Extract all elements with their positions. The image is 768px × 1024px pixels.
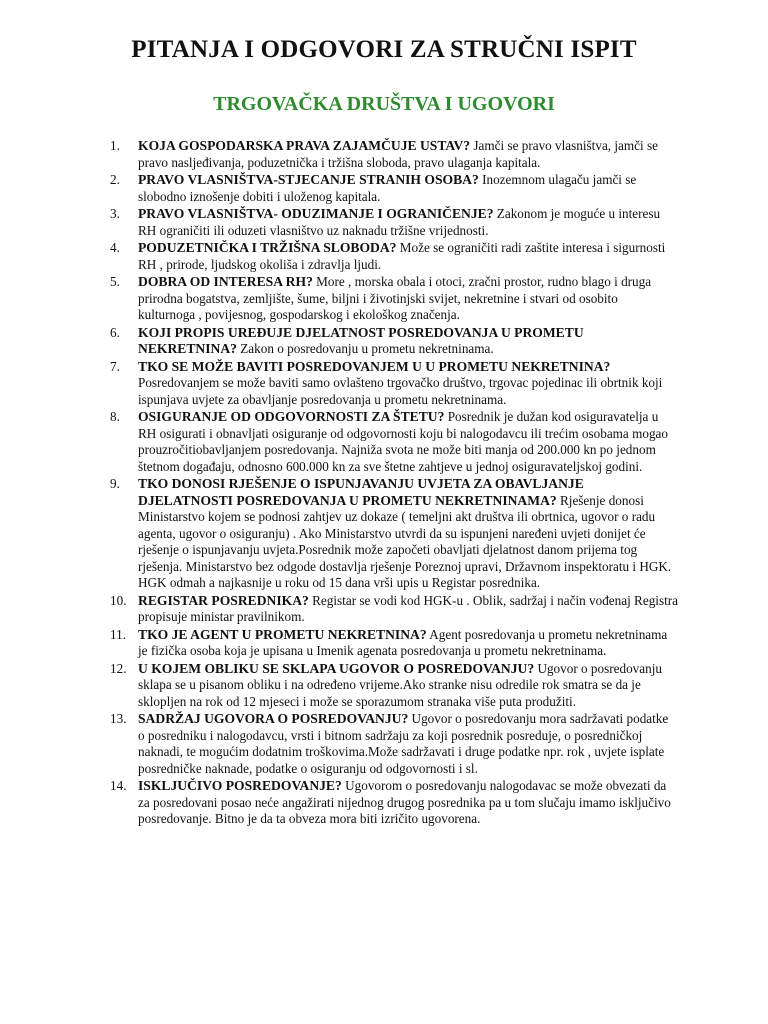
qa-number: 10. [110, 592, 127, 608]
qa-number: 6. [110, 324, 120, 340]
qa-item [110, 626, 678, 660]
qa-item [110, 240, 678, 273]
qa-answer: Ugovor o posredovanju mora sadržavati podatke o posredniku i nalogodavcu, vrsti i bitnom sadržaju za koji posrednik posreduje, o posredničkoj naknadi, te mogućim dodatnim troškovima.Može sadržavati i druge podatke npr. rok , uvjete isplate posredničke naknade, podatke o osiguranju od odgovornosti i sl. [138, 711, 669, 776]
qa-answer: Ugovorom o posredovanju nalogodavac se može obvezati da za posredovani posao neće angažirati nijednog drugog posrednika pa u tom slučaju imamo isključivo posredovanje. Bitno je da ta obveza mora biti izričito ugovorena. [138, 778, 671, 826]
qa-question: TKO JE AGENT U PROMETU NEKRETNINA? [138, 626, 427, 642]
qa-number: 7. [110, 358, 120, 374]
qa-number: 3. [110, 206, 120, 221]
qa-answer: Registar se vodi kod HGK-u . Oblik, sadržaj i način vođenaj Registra propisuje ministar pravilnikom. [138, 592, 679, 624]
qa-question: REGISTAR POSREDNIKA? [138, 592, 309, 608]
qa-item [110, 660, 678, 711]
qa-question: KOJI PROPIS UREĐUJE DJELATNOST POSREDOVANJA U PROMETU NEKRETNINA? [138, 324, 584, 356]
qa-question: PRAVO VLASNIŠTVA-STJECANJE STRANIH OSOBA? [138, 172, 479, 187]
qa-answer: Jamči se pravo vlasništva, jamči se pravo nasljeđivanja, poduzetnička i tržišna sloboda, pravo ulaganja kapitala. [138, 138, 658, 170]
qa-item [110, 206, 678, 239]
qa-number: 12. [110, 660, 127, 676]
qa-item [110, 172, 678, 205]
qa-number: 5. [110, 274, 120, 289]
qa-list [110, 138, 679, 829]
qa-number: 11. [110, 626, 126, 642]
qa-answer: Rješenje donosi Ministarstvo kojem se podnosi zahtjev uz dokaze ( temeljni akt društva ili obrtnica, ugovor o radu agenta, ugovor o osiguranju) . Ako Ministarstvo utvrdi da su ispunjeni naređeni uvjeti donijet će rješenje o ispunjavanju uvjeta.Posrednik može započeti obavljati djelatnost danom prijema tog rješenja. Ministarstvo bez odgode dostavlja rješenje Poreznoj upravi, Državnom inspektoratu i HGK. HGK odmah a najkasnije u roku od 15 dana vrši upis u Registar posrednika. [138, 492, 672, 590]
qa-question: SADRŽAJ UGOVORA O POSREDOVANJU? [138, 711, 409, 726]
qa-number: 4. [110, 240, 120, 255]
qa-item [110, 324, 678, 358]
qa-number: 13. [110, 711, 127, 726]
document-subtitle: TRGOVAČKA DRUŠTVA I UGOVORI [213, 93, 555, 115]
qa-item [110, 409, 678, 475]
qa-answer: Može se ograničiti radi zaštite interesa i sigurnosti RH , prirode, ljudskog okoliša i zdravlja ljudi. [138, 240, 666, 272]
qa-item [110, 274, 678, 324]
qa-question: KOJA GOSPODARSKA PRAVA ZAJAMČUJE USTAV? [138, 138, 471, 153]
qa-number: 2. [110, 172, 120, 187]
qa-item [110, 711, 678, 777]
qa-answer: Zakon o posredovanju u prometu nekretninama. [236, 341, 494, 356]
qa-number: 1. [110, 138, 120, 153]
qa-item [110, 592, 679, 626]
qa-answer: Posrednik je dužan kod osiguravatelja u RH osigurati i obnavljati osiguranje od odgovornosti koju bi nalogodavcu ili trećim osobama mogao prouzročitiobavljanjem posredovanja. Najniža svota ne može biti manja od 200.000 kn po jednom štetnom događaju, odnosno 600.000 kn za sve štetne zahtjeve u jednoj osiguravateljskoj godini. [138, 409, 668, 474]
qa-question: TKO DONOSI RJEŠENJE O ISPUNJAVANJU UVJETA ZA OBAVLJANJE DJELATNOSTI POSREDOVANJA U PROMETU NEKRETNINAMA? [138, 476, 584, 508]
document-title: PITANJA I ODGOVORI ZA STRUČNI ISPIT [131, 36, 637, 63]
qa-question: U KOJEM OBLIKU SE SKLAPA UGOVOR O POSREDOVANJU? [138, 660, 535, 676]
qa-item [110, 358, 678, 409]
qa-question: PODUZETNIČKA I TRŽIŠNA SLOBODA? [138, 240, 397, 255]
qa-answer: More , morska obala i otoci, zračni prostor, rudno blago i druga prirodna bogatstva, zemljište, šume, biljni i životinjski svijet, nekretnine i stvari od osobito kulturnoga , povijesnog, gospodarskog i ekološkog značenja. [138, 274, 652, 322]
qa-answer: Ugovor o posredovanju sklapa se u pisanom obliku i na određeno vrijeme.Ako stranke nisu odredile rok smatra se da je sklopljen na rok od 12 mjeseci i može se sporazumom stranaka više puta produžiti. [138, 660, 662, 709]
qa-item [110, 138, 678, 171]
qa-answer: Zakonom je moguće u interesu RH ograničiti ili oduzeti vlasništvo uz naknadu tržišne vrijednosti. [138, 206, 661, 238]
qa-item [110, 476, 678, 592]
qa-number: 8. [110, 409, 120, 424]
qa-item [110, 778, 678, 828]
qa-question: TKO SE MOŽE BAVITI POSREDOVANJEM U U PROMETU NEKRETNINA? [138, 358, 611, 374]
qa-answer: Posredovanjem se može baviti samo ovlašteno trgovačko društvo, trgovac pojedinac ili obrtnik koji ispunjava uvjete za obavljanje posredovanja u prometu nekretninama. [138, 375, 663, 407]
qa-number: 9. [110, 476, 120, 491]
qa-question: ISKLJUČIVO POSREDOVANJE? [138, 778, 342, 793]
qa-number: 14. [110, 778, 127, 793]
qa-question: PRAVO VLASNIŠTVA- ODUZIMANJE I OGRANIČENJE? [138, 206, 494, 221]
qa-answer: Inozemnom ulagaču jamči se slobodno iznošenje dobiti i uloženog kapitala. [138, 172, 637, 204]
qa-answer: Agent posredovanja u prometu nekretninama je fizička osoba koja je upisana u Imenik agenata posredovanja u prometu nekretninama. [138, 626, 668, 658]
qa-question: OSIGURANJE OD ODGOVORNOSTI ZA ŠTETU? [138, 409, 445, 424]
qa-question: DOBRA OD INTERESA RH? [138, 274, 313, 289]
